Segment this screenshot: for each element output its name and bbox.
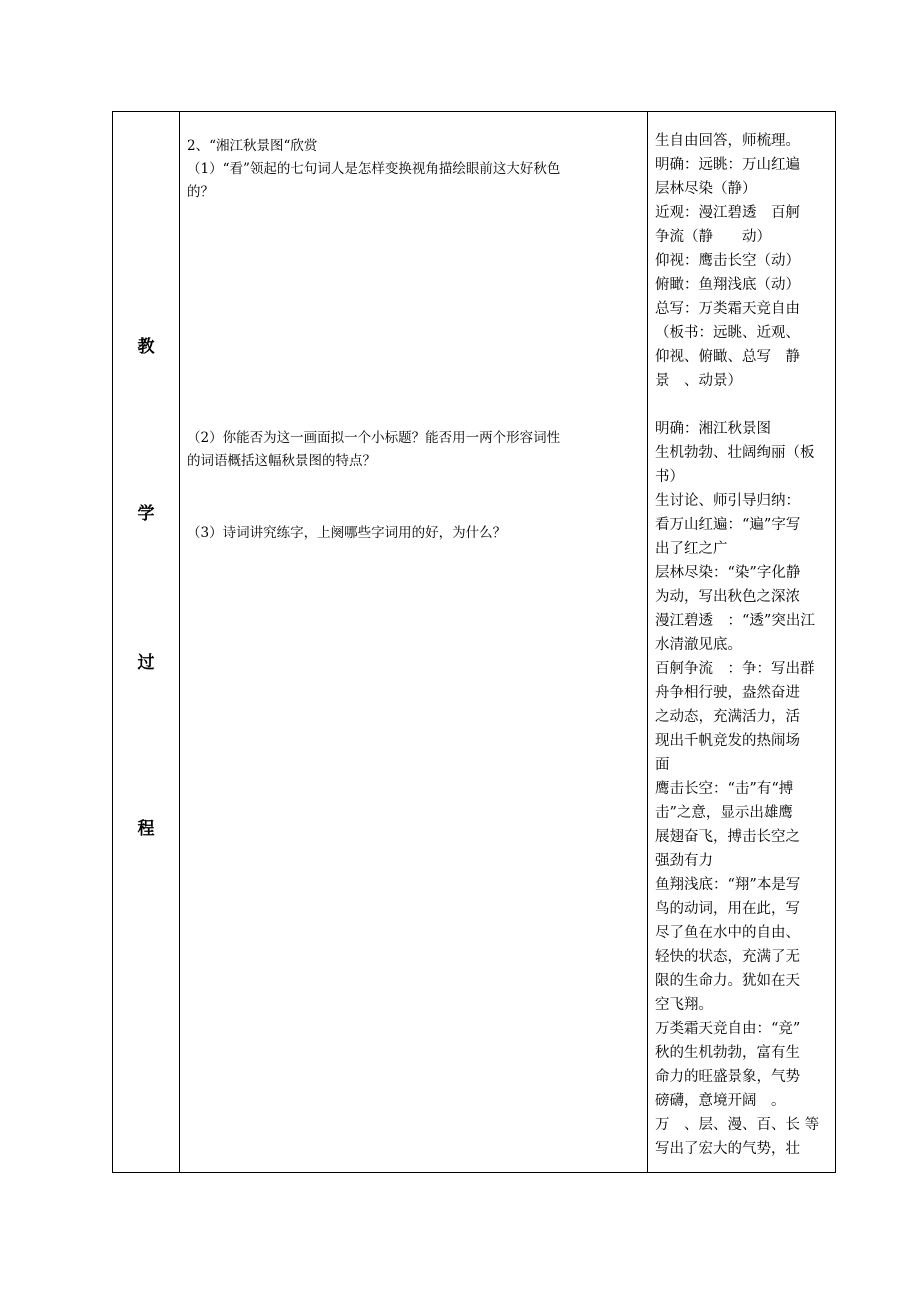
question-2-line: （2）你能否为这一画面拟一个小标题？能否用一两个形容词性 [187,430,561,446]
section-block-1 [187,135,642,204]
answer-line: 俯瞰：鱼翔浅底（动） [655,277,800,293]
answer-line: 层林尽染（静） [655,181,757,197]
column-divider-right [647,112,648,1172]
answer-line: 现出千帆竞发的热闹场 [655,733,800,749]
answer-line: 秋的生机勃勃，富有生 [655,1045,800,1061]
answer-line: 明确：远眺：万山红遍 [655,157,800,173]
answer-line: 万类霜天竞自由：“竞” [655,1021,801,1037]
section-block-3 [187,522,642,545]
question-3-line: （3）诗词讲究练字，上阕哪些字词用的好，为什么？ [187,525,507,541]
answer-line: 命力的旺盛景象，气势 [655,1069,800,1085]
answer-line: 写出了宏大的气势，壮 [655,1141,800,1157]
answer-line: 磅礴，意境开阔 。 [655,1093,786,1109]
answer-line: 看万山红遍：“遍”字写 [655,517,801,533]
answer-line: 面 [655,757,670,773]
answer-line: 强劲有力 [655,853,713,869]
answer-line: 之动态，充满活力，活 [655,709,800,725]
answer-line: 生讨论、师引导归纳： [655,493,800,509]
answer-line: 鱼翔浅底：“翔”本是写 [655,877,801,893]
answer-line: 近观：漫江碧透 百舸 [655,205,800,221]
answer-line: 出了红之广 [655,541,728,557]
section-title: 2、“湘江秋景图“欣赏 [187,138,318,154]
side-label-char: 教 [137,337,155,357]
answer-line: 空飞翔。 [655,997,713,1013]
answer-line: 舟争相行驶，盎然奋进 [655,685,800,701]
answer-line: 水清澈见底。 [655,637,742,653]
answer-line: 漫江碧透 ：“透”突出江 [655,613,815,629]
answer-line: 轻快的状态，充满了无 [655,949,800,965]
answer-line: 争流（静 动） [655,229,771,245]
answer-line: 鹰击长空：“击”有“搏 [655,781,794,797]
answer-line: 书） [655,469,684,485]
answer-line: 仰视、俯瞰、总写 静 [655,349,800,365]
answer-line: 为动，写出秋色之深浓 [655,589,800,605]
answer-line: （板书：远眺、近观、 [655,325,800,341]
answer-line: 层林尽染：“染”字化静 [655,565,801,581]
answer-line: 仰视：鹰击长空（动） [655,253,800,269]
answer-line: 生自由回答，师梳理。 [655,133,800,149]
section-block-2 [187,427,642,473]
question-2-line: 的词语概括这幅秋景图的特点？ [187,453,376,469]
question-1-line: （1）“看”领起的七句词人是怎样变换视角描绘眼前这大好秋色 [187,161,561,177]
answer-line: 击”之意，显示出雄鹰 [655,805,793,821]
answer-column [655,129,837,1161]
answer-line: 万 、层、漫、百、长 等 [655,1117,820,1133]
column-divider-left [179,112,180,1172]
side-label-char: 学 [137,504,155,524]
answer-line: 限的生命力。犹如在天 [655,973,800,989]
answer-line [655,393,837,417]
side-label-char: 程 [137,819,155,839]
answer-line: 尽了鱼在水中的自由、 [655,925,800,941]
answer-line: 明确：湘江秋景图 [655,421,771,437]
question-1-line: 的？ [187,184,214,200]
answer-line: 生机勃勃、壮阔绚丽（板 [655,445,815,461]
answer-line: 景 、动景） [655,373,742,389]
lesson-table [112,111,836,1173]
answer-line: 总写：万类霜天竞自由 [655,301,800,317]
answer-line: 展翅奋飞，搏击长空之 [655,829,800,845]
answer-line: 百舸争流 ：争：写出群 [655,661,815,677]
side-label-char: 过 [137,653,155,673]
answer-line: 鸟的动词，用在此，写 [655,901,800,917]
